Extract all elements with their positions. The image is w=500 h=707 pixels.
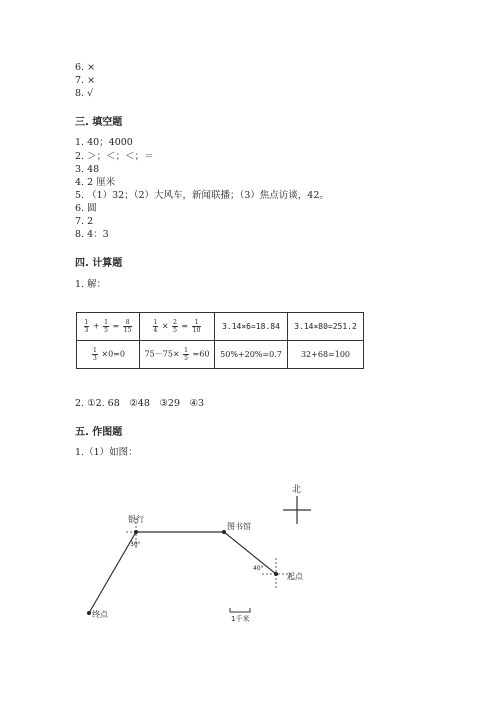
calculation-table <box>76 312 364 369</box>
item-number: 6. <box>75 62 85 73</box>
fraction: $\frac{8}{15}$ <box>123 319 132 334</box>
table-cell: 50%+20%=0.7 <box>215 341 288 369</box>
judge-item-6 <box>75 62 95 74</box>
bank-angle-label: 30° <box>130 541 141 548</box>
cross-mark: × <box>87 62 96 73</box>
library-label: 图书馆 <box>227 522 251 531</box>
table-cell: $\frac{1}{3}$ ×0=0 <box>77 341 140 369</box>
section-title-fill-blank: 三. 填空题 <box>75 117 123 128</box>
question-label: 1.（1）如图： <box>75 447 138 458</box>
cross-mark: × <box>87 75 96 86</box>
library-point <box>222 530 226 534</box>
fraction: $\frac{1}{5}$ <box>104 319 108 334</box>
answer-line: 7. 2 <box>75 216 94 227</box>
route-path <box>89 532 276 613</box>
table-cell: 32+68=100 <box>288 341 364 369</box>
north-label: 北 <box>292 485 302 495</box>
check-mark: √ <box>87 88 94 99</box>
answer-line: 2. ①2. 68 ②48 ③29 ④3 <box>75 398 205 409</box>
answer-line: 6. 圆 <box>75 203 97 214</box>
answer-line: 4. 2 厘米 <box>75 177 116 188</box>
answer-line: 2. ＞；＜；＜；＝ <box>75 151 154 162</box>
start-label: 起点 <box>287 572 303 581</box>
bank-label: 银行 <box>128 515 144 524</box>
fraction: $\frac{1}{10}$ <box>192 319 201 334</box>
item-number: 7. <box>75 75 85 86</box>
answer-line: 1. 40；4000 <box>75 137 133 148</box>
answer-line: 8. 4：3 <box>75 229 109 240</box>
scale-label: 1千米 <box>231 615 250 623</box>
end-point <box>87 611 91 615</box>
item-number: 8. <box>75 88 85 99</box>
start-angle-label: 40° <box>253 565 264 572</box>
table-cell: 75－75× $\frac{1}{5}$ =60 <box>140 341 215 369</box>
end-label: 终点 <box>92 610 108 619</box>
answer-line: 3. 48 <box>75 164 100 175</box>
route-map <box>0 470 500 660</box>
table-cell: $\frac{1}{3}$ + $\frac{1}{5}$ = $\frac{8}{15}$ <box>77 313 140 341</box>
table-cell: $\frac{1}{4}$ × $\frac{2}{5}$ = $\frac{1}{10}$ <box>140 313 215 341</box>
fraction: $\frac{2}{5}$ <box>173 319 177 334</box>
fraction: $\frac{1}{5}$ <box>184 347 188 362</box>
judge-item-8 <box>75 88 93 100</box>
table-cell: 3.14×6=18.84 <box>215 313 288 341</box>
section-title-drawing: 五. 作图题 <box>75 427 123 438</box>
north-compass-icon <box>283 496 311 524</box>
fraction: $\frac{1}{3}$ <box>93 347 97 362</box>
answer-line: 5. （1）32；（2）大风车，新闻联播；（3）焦点访谈，42。 <box>75 190 329 201</box>
fraction: $\frac{1}{4}$ <box>153 319 158 334</box>
question-label: 1. 解： <box>75 279 107 290</box>
start-point <box>274 572 278 576</box>
bank-point <box>134 530 138 534</box>
fraction: $\frac{1}{3}$ <box>84 319 89 334</box>
scale-bar <box>230 608 250 612</box>
section-title-calculation: 四. 计算题 <box>75 258 123 269</box>
table-cell: 3.14×80=251.2 <box>288 313 364 341</box>
judge-item-7 <box>75 75 95 87</box>
